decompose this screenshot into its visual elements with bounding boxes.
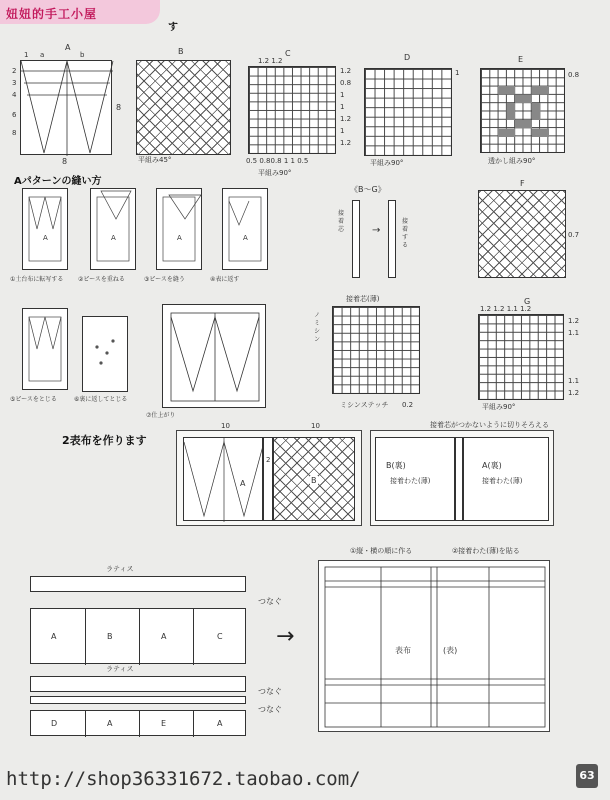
- step-3-panel: [156, 188, 202, 270]
- section-2-left-frame: [176, 422, 362, 526]
- section-2-box-a-sub: 接着わた(薄): [482, 477, 523, 485]
- section-2-box-b-label: B(裏): [386, 461, 406, 470]
- bg-strip-left: [352, 200, 360, 278]
- block-row-1-cell: C: [217, 632, 223, 641]
- bg-title: 《B〜G》: [350, 185, 386, 194]
- step-1-drawing: [23, 189, 69, 271]
- section-2-box-b-sub: 接着わた(薄): [390, 477, 431, 485]
- diagram-g-side-num: 1.1: [568, 377, 580, 385]
- step-3-inner-label: A: [177, 234, 182, 242]
- step-5-panel: [22, 308, 68, 390]
- step-2-caption: ②ピースを重ねる: [78, 276, 125, 283]
- bg-arrow: →: [372, 225, 381, 236]
- diagram-a-num-4: 4: [12, 91, 17, 99]
- step-7-panel: [162, 304, 266, 408]
- step-3-drawing: [157, 189, 203, 271]
- diagram-a-num-3: 3: [12, 79, 17, 87]
- diagram-g-side-num: 1.2: [568, 317, 580, 325]
- section-2-dim-left: 10: [221, 422, 230, 430]
- diagram-a-panel: [20, 60, 112, 155]
- block-row-2-divider: [193, 711, 194, 737]
- block-row-2: [30, 710, 246, 736]
- diagram-a-num-2: 2: [12, 67, 17, 75]
- step-4-panel: [222, 188, 268, 270]
- block-row-2-cell: A: [107, 719, 113, 728]
- diagram-e-letter: E: [518, 55, 524, 64]
- section-2-box-b: [375, 437, 455, 521]
- section-2-panel-a-drawing: [184, 438, 264, 522]
- step-1-inner-label: A: [43, 234, 48, 242]
- diagram-f-letter: F: [520, 179, 525, 188]
- diagram-d-caption: 平組み90°: [370, 159, 404, 167]
- diagram-c-side-num: 1.2: [340, 115, 352, 123]
- bg-mesh-label: 接着芯(薄): [346, 295, 380, 303]
- section-2-dim-strip: 2: [266, 456, 271, 464]
- diagram-a-dim-bottom: 8: [62, 157, 68, 166]
- final-center-label-2: (表): [443, 646, 458, 655]
- diagram-a-num-8: 8: [12, 129, 17, 137]
- final-note-2: ②接着わた(薄)を貼る: [452, 547, 520, 555]
- diagram-g-grid: [478, 314, 564, 400]
- bg-side-label: ノミシン: [314, 312, 321, 343]
- diagram-e-grid: [480, 68, 565, 153]
- block-row-2-cell: E: [161, 719, 167, 728]
- step-5-caption: ⑤ピースをとじる: [10, 396, 57, 403]
- diagram-d-side-num: 1: [455, 69, 460, 77]
- step-4-drawing: [223, 189, 269, 271]
- diagram-c-side-num: 0.8: [340, 79, 352, 87]
- step-4-inner-label: A: [243, 234, 248, 242]
- connect-label-3: つなぐ: [258, 705, 282, 714]
- lattice-strip-1: [30, 576, 246, 592]
- final-note-1: ①縦・横の順に作る: [350, 547, 413, 555]
- step-6-caption: ⑥裏に返してとじる: [74, 396, 128, 403]
- step-5-drawing: [23, 309, 69, 391]
- section-2-dim-right: 10: [311, 422, 320, 430]
- section-2-box-a: [463, 437, 549, 521]
- diagram-d-grid: [364, 68, 452, 156]
- diagram-g-side-num: 1.2: [568, 389, 580, 397]
- bg-right-label: 接着する: [402, 218, 409, 249]
- shop-badge-text: 妞妞的手工小屋: [6, 7, 98, 21]
- diagram-c-side-num: 1: [340, 91, 345, 99]
- final-center-label: 表布: [395, 646, 411, 655]
- diagram-c-side-num: 1: [340, 103, 345, 111]
- diagram-b-caption: 平組み45°: [138, 156, 172, 164]
- step-6-panel: [82, 316, 128, 392]
- diagram-b-letter: B: [178, 47, 184, 56]
- diagram-g-letter: G: [524, 297, 531, 306]
- section-2-strip: [263, 437, 273, 521]
- section-2-label-b: B: [311, 476, 317, 485]
- final-quilt: [318, 560, 550, 732]
- step-6-drawing: [83, 317, 129, 393]
- page-number: 63: [576, 764, 598, 788]
- step-2-panel: [90, 188, 136, 270]
- block-row-1-cell: B: [107, 632, 113, 641]
- bg-mesh-grid: [332, 306, 420, 394]
- bg-stitch-num: 0.2: [402, 401, 414, 409]
- section-2-title: 2表布を作ります: [62, 434, 147, 447]
- connect-label-2: つなぐ: [258, 687, 282, 696]
- block-row-1-divider: [193, 609, 194, 665]
- bg-strip-right: [388, 200, 396, 278]
- block-row-1-cell: A: [161, 632, 167, 641]
- diagram-c-letter: C: [285, 49, 291, 58]
- section-2-box-a-label: A(裏): [482, 461, 502, 470]
- section-2-label-a: A: [240, 479, 246, 488]
- diagram-f-crosshatch: [478, 190, 566, 278]
- lattice-strip-3: [30, 696, 246, 704]
- diagram-b-crosshatch: [136, 60, 231, 155]
- step-4-caption: ④表に返す: [210, 276, 240, 283]
- section-2-panel-b: [273, 437, 355, 521]
- watermark-url: http://shop36331672.taobao.com/: [6, 768, 361, 790]
- block-row-1: [30, 608, 246, 664]
- diagram-c-side-num: 1.2: [340, 139, 352, 147]
- diagram-c-top-nums: 1.2 1.2: [258, 57, 283, 65]
- shop-header-badge: [0, 0, 160, 24]
- step-1-caption: ①土台布に転写する: [10, 276, 64, 283]
- diagram-d-letter: D: [404, 53, 411, 62]
- diagram-a-num-1: 1: [24, 51, 29, 59]
- assembly-arrow-icon: →: [276, 624, 295, 649]
- final-quilt-lines: [319, 561, 551, 733]
- connect-label-1: つなぐ: [258, 597, 282, 606]
- lattice-top-label: ラティス: [106, 565, 134, 573]
- block-row-1-divider: [139, 609, 140, 665]
- step-3-caption: ③ピースを縫う: [144, 276, 185, 283]
- step-2-inner-label: A: [111, 234, 116, 242]
- diagram-a-sub-b: b: [80, 51, 85, 59]
- section-2-box-top-note: 接着芯がつかないように切りそろえる: [430, 421, 549, 429]
- diagram-a-num-6: 6: [12, 111, 17, 119]
- diagram-a-dim-side: 8: [116, 103, 122, 112]
- diagram-e-side-num: 0.8: [568, 71, 580, 79]
- diagram-a-triangles: [21, 61, 113, 156]
- step-2-drawing: [91, 189, 137, 271]
- diagram-c-bottom-nums: 0.5 0.80.8 1 1 0.5: [246, 157, 309, 165]
- diagram-g-top-nums: 1.2 1.2 1.1 1.2: [480, 305, 532, 313]
- lattice-mid-label: ラティス: [106, 665, 134, 673]
- diagram-g-side-num: 1.1: [568, 329, 580, 337]
- diagram-a-sub-a: a: [40, 51, 45, 59]
- step-7-caption: ⑦仕上がり: [146, 412, 176, 419]
- block-row-2-divider: [85, 711, 86, 737]
- step-7-drawing: [163, 305, 267, 409]
- bg-left-label: 接着芯: [338, 210, 345, 233]
- block-row-1-cell: A: [51, 632, 57, 641]
- diagram-a-letter: A: [65, 43, 71, 52]
- diagram-c-caption: 平組み90°: [258, 169, 292, 177]
- diagram-g-caption: 平組み90°: [482, 403, 516, 411]
- corner-heading: す: [168, 22, 178, 33]
- diagram-c-side-num: 1.2: [340, 67, 352, 75]
- block-row-2-divider: [139, 711, 140, 737]
- diagram-f-side-note: 0.7: [568, 231, 580, 239]
- section-2-panel-a: [183, 437, 263, 521]
- block-row-2-cell: D: [51, 719, 58, 728]
- diagram-c-side-num: 1: [340, 127, 345, 135]
- section-2-box-strip: [455, 437, 463, 521]
- diagram-c-grid: [248, 66, 336, 154]
- section-2-right-frame: [370, 430, 554, 526]
- a-pattern-title: Aパターンの縫い方: [14, 176, 102, 187]
- lattice-strip-2: [30, 676, 246, 692]
- block-row-2-cell: A: [217, 719, 223, 728]
- step-1-panel: [22, 188, 68, 270]
- diagram-e-caption: 透かし組み90°: [488, 157, 536, 165]
- block-row-1-divider: [85, 609, 86, 665]
- bg-stitch-label: ミシンステッチ: [340, 401, 389, 409]
- diagram-e-pattern: [481, 69, 566, 154]
